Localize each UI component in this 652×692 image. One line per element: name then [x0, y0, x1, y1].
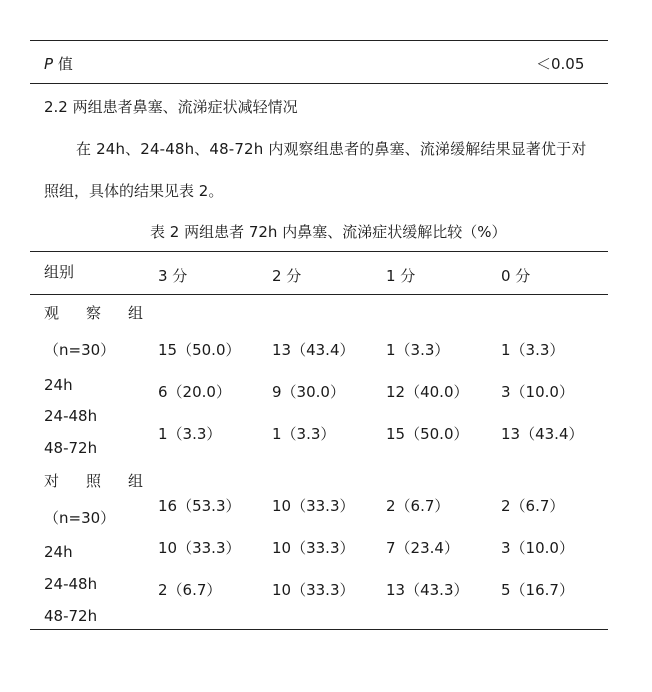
g1-r1-c3: 1（3.3）	[386, 341, 450, 359]
group2-name-char-3: 组	[128, 472, 144, 490]
g1-r1-c4: 1（3.3）	[501, 341, 565, 359]
g2-r2-c2: 10（33.3）	[272, 539, 355, 557]
g1-r1-c1: 15（50.0）	[158, 341, 241, 359]
g2-r3-c3: 13（43.3）	[386, 581, 469, 599]
g2-r1-c3: 2（6.7）	[386, 497, 450, 515]
table-bottom-rule	[30, 629, 608, 630]
group1-name-char-2: 察	[86, 304, 102, 322]
g2-r3-c1: 2（6.7）	[158, 581, 222, 599]
top-rule-1	[30, 40, 608, 41]
table-header-rule	[30, 294, 608, 295]
g1-r2-c2: 9（30.0）	[272, 383, 345, 401]
group1-name-char-3: 组	[128, 304, 144, 322]
g1-r1-c2: 13（43.4）	[272, 341, 355, 359]
group1-time-48-72h: 48-72h	[44, 439, 98, 457]
group2-n-label: （n=30）	[44, 509, 116, 527]
g2-r1-c2: 10（33.3）	[272, 497, 355, 515]
paragraph-line-2: 照组，具体的结果见表 2。	[44, 182, 224, 200]
p-value-label	[44, 53, 73, 74]
g1-r3-c2: 1（3.3）	[272, 425, 336, 443]
g2-r3-c4: 5（16.7）	[501, 581, 574, 599]
group2-time-24h: 24h	[44, 543, 73, 561]
g1-r2-c1: 6（20.0）	[158, 383, 231, 401]
section-heading: 2.2 两组患者鼻塞、流涕症状减轻情况	[44, 98, 298, 116]
group1-name-char-1: 观	[44, 304, 60, 322]
table-caption: 表 2 两组患者 72h 内鼻塞、流涕症状缓解比较（%）	[150, 223, 507, 241]
g1-r3-c3: 15（50.0）	[386, 425, 469, 443]
g2-r2-c1: 10（33.3）	[158, 539, 241, 557]
p-suffix: 值	[57, 55, 73, 73]
paragraph-line-1: 在 24h、24-48h、48-72h 内观察组患者的鼻塞、流涕缓解结果显著优于对	[76, 140, 587, 158]
header-score-2: 2 分	[272, 267, 302, 285]
g1-r2-c3: 12（40.0）	[386, 383, 469, 401]
g2-r3-c2: 10（33.3）	[272, 581, 355, 599]
g2-r1-c1: 16（53.3）	[158, 497, 241, 515]
p-symbol: P	[44, 55, 54, 73]
top-rule-2	[30, 83, 608, 84]
group2-name-char-1: 对	[44, 472, 60, 490]
g1-r3-c1: 1（3.3）	[158, 425, 222, 443]
g2-r2-c4: 3（10.0）	[501, 539, 574, 557]
g1-r3-c4: 13（43.4）	[501, 425, 584, 443]
table-top-rule	[30, 251, 608, 252]
group2-name-char-2: 照	[86, 472, 102, 490]
g2-r1-c4: 2（6.7）	[501, 497, 565, 515]
g1-r2-c4: 3（10.0）	[501, 383, 574, 401]
p-value: ＜0.05	[536, 55, 585, 73]
header-score-1: 1 分	[386, 267, 416, 285]
header-score-0: 0 分	[501, 267, 531, 285]
group2-time-24-48h: 24-48h	[44, 575, 98, 593]
g2-r2-c3: 7（23.4）	[386, 539, 459, 557]
group2-time-48-72h: 48-72h	[44, 607, 98, 625]
group1-time-24-48h: 24-48h	[44, 407, 98, 425]
header-score-3: 3 分	[158, 267, 188, 285]
group1-time-24h: 24h	[44, 376, 73, 394]
header-group: 组别	[44, 263, 75, 281]
group1-n-label: （n=30）	[44, 341, 116, 359]
